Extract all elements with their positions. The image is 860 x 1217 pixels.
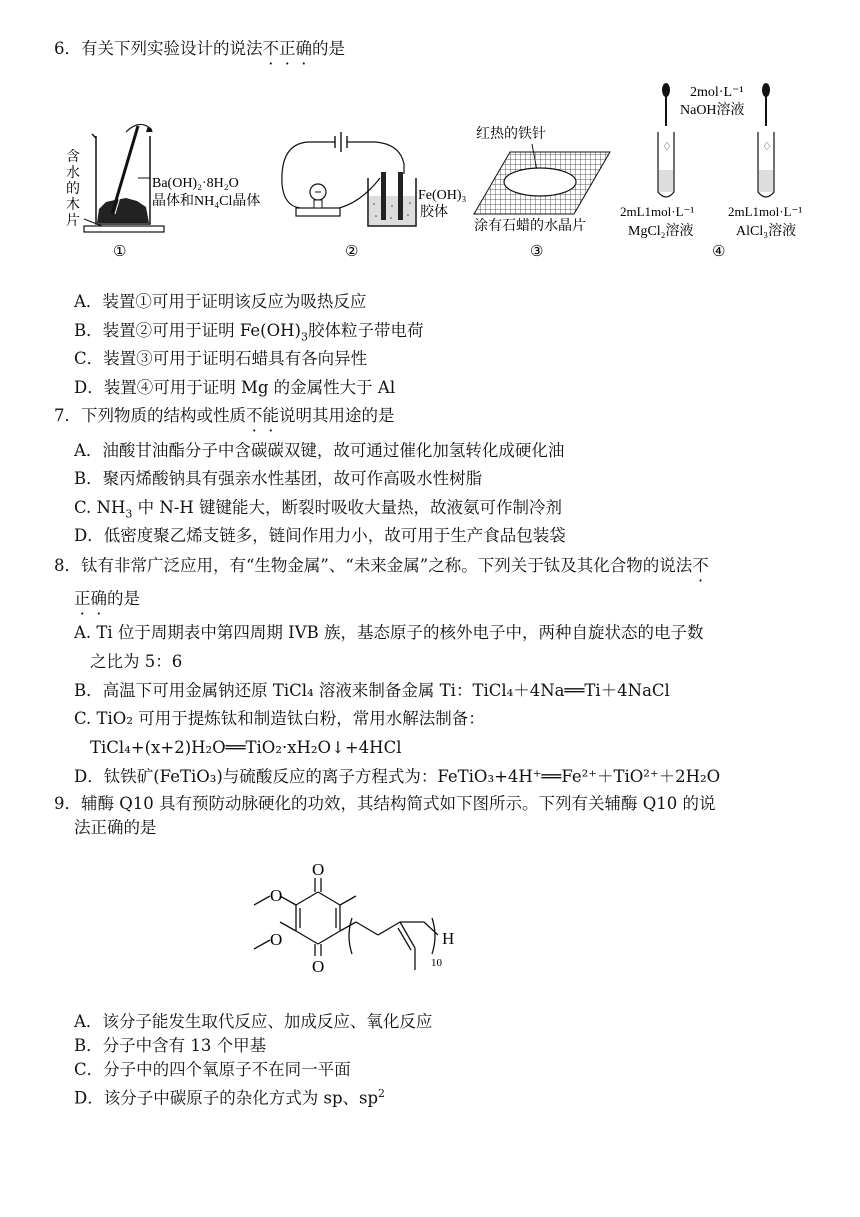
- q7-option-c: C. $NH_3$ 中 N-H 键键能大，断裂时吸收大量热，故液氨可作制冷剂: [74, 498, 562, 521]
- quinone-oxygen-bottom: O: [312, 957, 325, 976]
- repeat-count: 10: [431, 957, 442, 969]
- fig1-crystal-label-2: 晶体和NH₄Cl晶体: [152, 194, 261, 209]
- fig2-colloid-label-1: Fe(OH)₃: [418, 188, 467, 203]
- coenzyme-q10-structure: [240, 858, 480, 1008]
- fig3-number: ③: [530, 244, 544, 260]
- fig4-right-label-1: 2mL1mol·L⁻¹: [728, 204, 803, 219]
- q8-stem-line1: 8．钛有非常广泛应用，有“生物金属”、“未来金属”之称。下列关于钛及其化合物的说法不: [54, 556, 709, 575]
- q8-stem-line2: 正确的是: [74, 589, 140, 608]
- fig4-top-label-1: 2mol·L⁻¹: [690, 85, 744, 100]
- emphasis-char: 能: [262, 406, 279, 425]
- fig1-left-label-1: 水: [66, 166, 80, 181]
- quinone-oxygen-top: O: [312, 860, 325, 879]
- q9-option-a: A．该分子能发生取代反应、加成反应、氧化反应: [74, 1012, 433, 1031]
- fig4-test-tubes: [620, 83, 802, 260]
- fig3-crystal-plate: [474, 125, 610, 260]
- q6-option-c: C．装置③可用于证明石蜡具有各向异性: [74, 349, 368, 368]
- q8-option-a-line1: A. Ti 位于周期表中第四周期 IVB 族，基态原子的核外电子中，两种自旋状态的电子数: [74, 623, 704, 642]
- q8-option-d: D．钛铁矿(FeTiO₃)与硫酸反应的离子方程式为：FeTiO₃+4H⁺══Fe²⁺＋TiO²⁺＋2H₂O: [74, 767, 721, 786]
- q9-stem-line2: 法正确的是: [74, 818, 157, 837]
- q6-option-a: A．装置①可用于证明该反应为吸热反应: [74, 292, 367, 311]
- fig1-left-label-3: 木: [66, 198, 80, 213]
- emphasis-char: 不: [246, 406, 263, 425]
- emphasis-char: 正: [279, 39, 296, 58]
- emphasis-char: 确: [295, 39, 312, 58]
- q6-option-d: D．装置④可用于证明 Mg 的金属性大于 Al: [74, 378, 396, 397]
- q8-option-c-line1: C. TiO₂ 可用于提炼钛和制造钛白粉，常用水解法制备：: [74, 709, 485, 728]
- fig3-bottom-label: 涂有石蜡的水晶片: [474, 219, 586, 234]
- fig1-beaker-apparatus: [66, 124, 260, 260]
- svg-text:♢: ♢: [762, 141, 772, 153]
- fig1-number: ①: [113, 244, 127, 260]
- fig4-left-label-1: 2mL1mol·L⁻¹: [620, 204, 695, 219]
- q9-option-b: B．分子中含有 13 个甲基: [74, 1036, 267, 1055]
- fig2-electrophoresis-apparatus: [282, 132, 467, 260]
- fig2-number: ②: [345, 244, 359, 260]
- fig4-left-label-2: MgCl₂溶液: [628, 224, 694, 239]
- emphasis-char: 不: [262, 39, 279, 58]
- q9-option-c: C．分子中的四个氧原子不在同一平面: [74, 1060, 351, 1079]
- q7-option-b: B．聚丙烯酸钠具有强亲水性基团，故可作高吸水性树脂: [74, 469, 483, 488]
- fig4-right-label-2: AlCl₃溶液: [736, 224, 797, 239]
- svg-text:♢: ♢: [662, 141, 672, 153]
- fig3-top-label: 红热的铁针: [476, 127, 546, 142]
- q8-option-c-line2: TiCl₄+(x+2)H₂O══TiO₂·xH₂O↓+4HCl: [90, 738, 402, 757]
- fig1-crystal-label-1: Ba(OH)₂·8H₂O: [152, 176, 239, 191]
- fig4-number: ④: [712, 244, 726, 260]
- q7-option-d: D．低密度聚乙烯支链多，链间作用力小，故可用于生产食品包装袋: [74, 526, 566, 545]
- chain-terminal-h: H: [442, 929, 455, 948]
- fig1-left-label-4: 片: [66, 214, 80, 229]
- fig4-top-label-2: NaOH溶液: [680, 103, 745, 118]
- q6-stem: 6．有关下列实验设计的说法不正确的是: [54, 39, 345, 58]
- q8-option-b: B．高温下可用金属钠还原 TiCl₄ 溶液来制备金属 Ti：TiCl₄＋4Na══Ti＋4NaCl: [74, 681, 670, 700]
- methoxy-oxygen-2: O: [270, 930, 283, 949]
- fig1-left-label-2: 的: [66, 182, 80, 197]
- q8-option-a-line2: 之比为 5：6: [90, 652, 183, 671]
- emphasis-char: 确: [90, 589, 107, 608]
- q7-stem: 7．下列物质的结构或性质不能说明其用途的是: [54, 406, 395, 425]
- q9-stem-line1: 9．辅酶 Q10 具有预防动脉硬化的功效，其结构简式如下图所示。下列有关辅酶 Q10 的说: [54, 794, 716, 813]
- fig2-colloid-label-2: 胶体: [420, 205, 448, 220]
- emphasis-char: 不: [692, 556, 709, 575]
- q7-option-a: A．油酸甘油酯分子中含碳碳双键，故可通过催化加氢转化成硬化油: [74, 441, 565, 460]
- q6-figure-row: [0, 74, 860, 274]
- q6-option-b: B．装置②可用于证明 $Fe(OH)_3$胶体粒子带电荷: [74, 321, 424, 344]
- emphasis-char: 正: [74, 589, 91, 608]
- fig1-left-label-0: 含: [66, 150, 80, 165]
- q9-option-d: D．该分子中碳原子的杂化方式为 sp、$sp^2$: [74, 1087, 386, 1108]
- methoxy-oxygen-1: O: [270, 886, 283, 905]
